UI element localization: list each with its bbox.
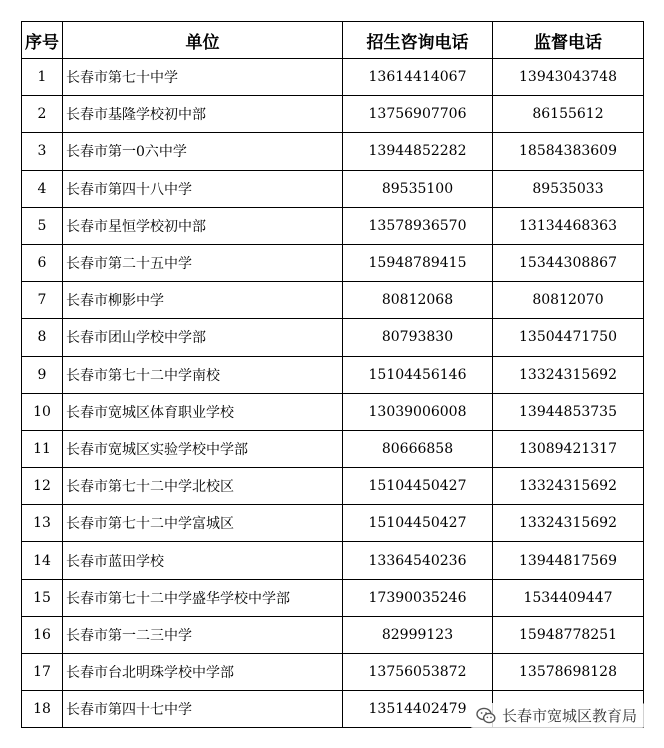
unit-name: 长春市柳影中学 [63, 282, 343, 319]
supervision-phone: 13089421317 [493, 430, 644, 467]
row-index: 10 [22, 393, 63, 430]
enrollment-phone: 15104450427 [343, 505, 493, 542]
enrollment-phone: 80812068 [343, 282, 493, 319]
supervision-phone: 13578698128 [493, 654, 644, 691]
table-row [22, 356, 644, 393]
unit-name: 长春市团山学校中学部 [63, 319, 343, 356]
enrollment-phone: 13756907706 [343, 96, 493, 133]
enrollment-phone: 80666858 [343, 430, 493, 467]
supervision-phone: 13944817569 [493, 542, 644, 579]
row-index: 5 [22, 207, 63, 244]
table-row [22, 244, 644, 281]
table-body [22, 59, 644, 728]
unit-name: 长春市第七十二中学南校 [63, 356, 343, 393]
enrollment-phone: 82999123 [343, 616, 493, 653]
table-row [22, 542, 644, 579]
supervision-phone: 13504471750 [493, 319, 644, 356]
row-index: 9 [22, 356, 63, 393]
row-index: 7 [22, 282, 63, 319]
enrollment-phone: 15948789415 [343, 244, 493, 281]
watermark-text: 长春市宽城区教育局 [502, 707, 638, 725]
table-row [22, 59, 644, 96]
enrollment-phone: 89535100 [343, 170, 493, 207]
supervision-phone: 86155612 [493, 96, 644, 133]
row-index: 13 [22, 505, 63, 542]
table-row [22, 616, 644, 653]
row-index: 11 [22, 430, 63, 467]
enrollment-phone: 13514402479 [343, 691, 493, 728]
unit-name: 长春市第二十五中学 [63, 244, 343, 281]
enrollment-phone: 17390035246 [343, 579, 493, 616]
enrollment-phone: 13756053872 [343, 654, 493, 691]
supervision-phone: 1534409447 [493, 579, 644, 616]
row-index: 15 [22, 579, 63, 616]
enrollment-phone: 15104456146 [343, 356, 493, 393]
table-header-row [22, 22, 644, 59]
table-row [22, 282, 644, 319]
row-index: 14 [22, 542, 63, 579]
school-contact-table [21, 21, 644, 728]
supervision-phone: 89535033 [493, 170, 644, 207]
supervision-phone: 13324315692 [493, 468, 644, 505]
supervision-phone: 18584383609 [493, 133, 644, 170]
watermark [470, 703, 645, 728]
header-index: 序号 [22, 22, 63, 59]
unit-name: 长春市宽城区体育职业学校 [63, 393, 343, 430]
header-unit: 单位 [63, 22, 343, 59]
table-row [22, 170, 644, 207]
supervision-phone: 13324315692 [493, 505, 644, 542]
row-index: 4 [22, 170, 63, 207]
table-row [22, 319, 644, 356]
table-row [22, 207, 644, 244]
table-row [22, 96, 644, 133]
unit-name: 长春市第四十七中学 [63, 691, 343, 728]
enrollment-phone: 13364540236 [343, 542, 493, 579]
unit-name: 长春市宽城区实验学校中学部 [63, 430, 343, 467]
enrollment-phone: 13614414067 [343, 59, 493, 96]
unit-name: 长春市第四十八中学 [63, 170, 343, 207]
unit-name: 长春市蓝田学校 [63, 542, 343, 579]
unit-name: 长春市星恒学校初中部 [63, 207, 343, 244]
unit-name: 长春市第七十二中学盛华学校中学部 [63, 579, 343, 616]
supervision-phone: 15344308867 [493, 244, 644, 281]
table-row [22, 468, 644, 505]
supervision-phone: 13943043748 [493, 59, 644, 96]
row-index: 17 [22, 654, 63, 691]
table-row [22, 654, 644, 691]
row-index: 6 [22, 244, 63, 281]
row-index: 8 [22, 319, 63, 356]
unit-name: 长春市基隆学校初中部 [63, 96, 343, 133]
supervision-phone: 13134468363 [493, 207, 644, 244]
supervision-phone: 15948778251 [493, 616, 644, 653]
row-index: 1 [22, 59, 63, 96]
unit-name: 长春市第一0六中学 [63, 133, 343, 170]
enrollment-phone: 13578936570 [343, 207, 493, 244]
row-index: 2 [22, 96, 63, 133]
wechat-icon [476, 707, 496, 725]
enrollment-phone: 13039006008 [343, 393, 493, 430]
unit-name: 长春市第七十中学 [63, 59, 343, 96]
enrollment-phone: 13944852282 [343, 133, 493, 170]
unit-name: 长春市第七十二中学北校区 [63, 468, 343, 505]
unit-name: 长春市第一二三中学 [63, 616, 343, 653]
enrollment-phone: 15104450427 [343, 468, 493, 505]
header-enrollment-phone: 招生咨询电话 [343, 22, 493, 59]
supervision-phone: 80812070 [493, 282, 644, 319]
supervision-phone: 13324315692 [493, 356, 644, 393]
table-row [22, 430, 644, 467]
table-row [22, 579, 644, 616]
row-index: 16 [22, 616, 63, 653]
row-index: 3 [22, 133, 63, 170]
table-row [22, 133, 644, 170]
table-row [22, 393, 644, 430]
enrollment-phone: 80793830 [343, 319, 493, 356]
unit-name: 长春市台北明珠学校中学部 [63, 654, 343, 691]
table-row [22, 505, 644, 542]
row-index: 18 [22, 691, 63, 728]
header-supervision-phone: 监督电话 [493, 22, 644, 59]
row-index: 12 [22, 468, 63, 505]
unit-name: 长春市第七十二中学富城区 [63, 505, 343, 542]
supervision-phone: 13944853735 [493, 393, 644, 430]
